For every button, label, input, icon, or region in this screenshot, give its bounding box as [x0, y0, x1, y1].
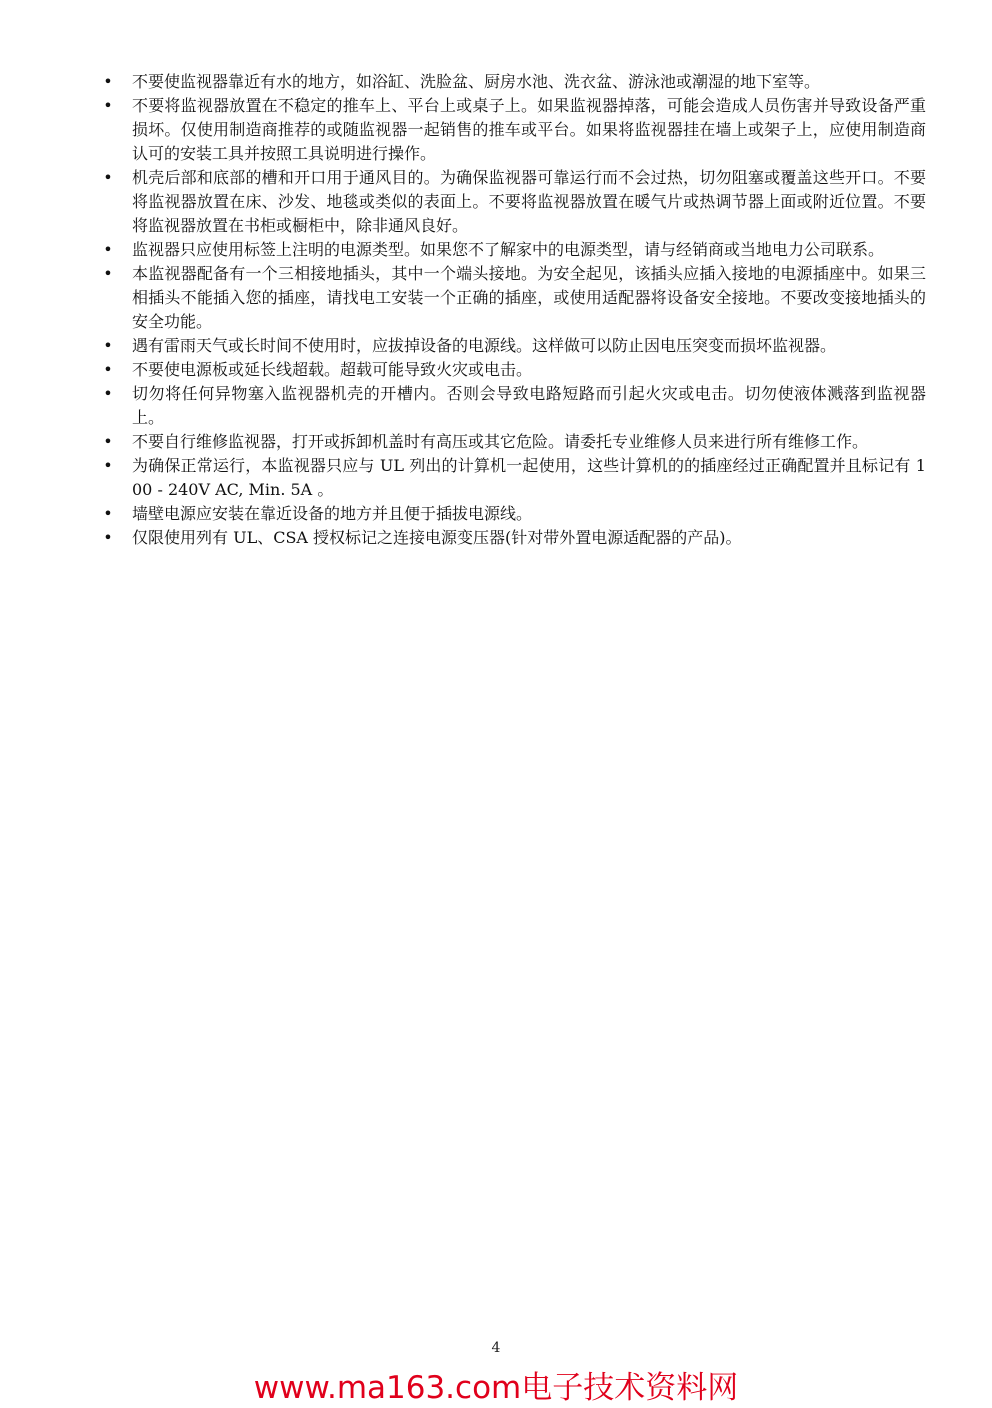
list-item-text: 切勿将任何异物塞入监视器机壳的开槽内。否则会导致电路短路而引起火灾或电击。切勿使液体溅落到监视器上。: [132, 384, 926, 427]
list-item-text: 仅限使用列有 UL、CSA 授权标记之连接电源变压器(针对带外置电源适配器的产品)。: [132, 528, 742, 547]
list-item-text: 遇有雷雨天气或长时间不使用时，应拔掉设备的电源线。这样做可以防止因电压突变而损坏监视器。: [132, 336, 837, 355]
list-item: [96, 382, 926, 430]
bullet-icon: •: [103, 96, 113, 115]
list-item-text: 本监视器配备有一个三相接地插头，其中一个端头接地。为安全起见，该插头应插入接地的电源插座中。如果三相插头不能插入您的插座，请找电工安装一个正确的插座，或使用适配器将设备安全接地。不要改变接地插头的安全功能。: [132, 264, 926, 331]
list-item: [96, 166, 926, 238]
list-item: [96, 94, 926, 166]
bullet-icon: •: [103, 528, 113, 547]
bullet-icon: •: [103, 360, 113, 379]
list-item-text: 为确保正常运行，本监视器只应与 UL 列出的计算机一起使用，这些计算机的的插座经过正确配置并且标记有 100 - 240V AC, Min. 5A 。: [132, 456, 926, 499]
list-item-text: 不要使电源板或延长线超载。超载可能导致火灾或电击。: [132, 360, 533, 379]
list-item: [96, 334, 926, 358]
list-item-text: 墙壁电源应安装在靠近设备的地方并且便于插拔电源线。: [132, 504, 533, 523]
bullet-icon: •: [103, 432, 113, 451]
list-item: [96, 430, 926, 454]
list-item: [96, 358, 926, 382]
list-item-text: 不要将监视器放置在不稳定的推车上、平台上或桌子上。如果监视器掉落，可能会造成人员伤害并导致设备严重损坏。仅使用制造商推荐的或随监视器一起销售的推车或平台。如果将监视器挂在墙上或架子上，应使用制造商认可的安装工具并按照工具说明进行操作。: [132, 96, 926, 163]
bullet-icon: •: [103, 504, 113, 523]
list-item-text: 监视器只应使用标签上注明的电源类型。如果您不了解家中的电源类型，请与经销商或当地电力公司联系。: [132, 240, 885, 259]
bullet-icon: •: [103, 456, 113, 475]
list-item: [96, 262, 926, 334]
list-item: [96, 502, 926, 526]
bullet-icon: •: [103, 384, 113, 403]
list-item-text: 机壳后部和底部的槽和开口用于通风目的。为确保监视器可靠运行而不会过热，切勿阻塞或覆盖这些开口。不要将监视器放置在床、沙发、地毯或类似的表面上。不要将监视器放置在暖气片或热调节器上面或附近位置。不要将监视器放置在书柜或橱柜中，除非通风良好。: [132, 168, 926, 235]
list-item-text: 不要使监视器靠近有水的地方，如浴缸、洗脸盆、厨房水池、洗衣盆、游泳池或潮湿的地下室等。: [132, 72, 821, 91]
list-item: [96, 238, 926, 262]
website-watermark: www.ma163.com电子技术资料网: [253, 1370, 739, 1406]
safety-instructions-list: [96, 70, 926, 550]
bullet-icon: •: [103, 264, 113, 283]
list-item: [96, 526, 926, 550]
bullet-icon: •: [103, 336, 113, 355]
bullet-icon: •: [103, 168, 113, 187]
bullet-icon: •: [103, 240, 113, 259]
list-item: [96, 454, 926, 502]
list-item: [96, 70, 926, 94]
bullet-icon: •: [103, 72, 113, 91]
page-number: 4: [491, 1340, 501, 1356]
list-item-text: 不要自行维修监视器，打开或拆卸机盖时有高压或其它危险。请委托专业维修人员来进行所有维修工作。: [132, 432, 869, 451]
